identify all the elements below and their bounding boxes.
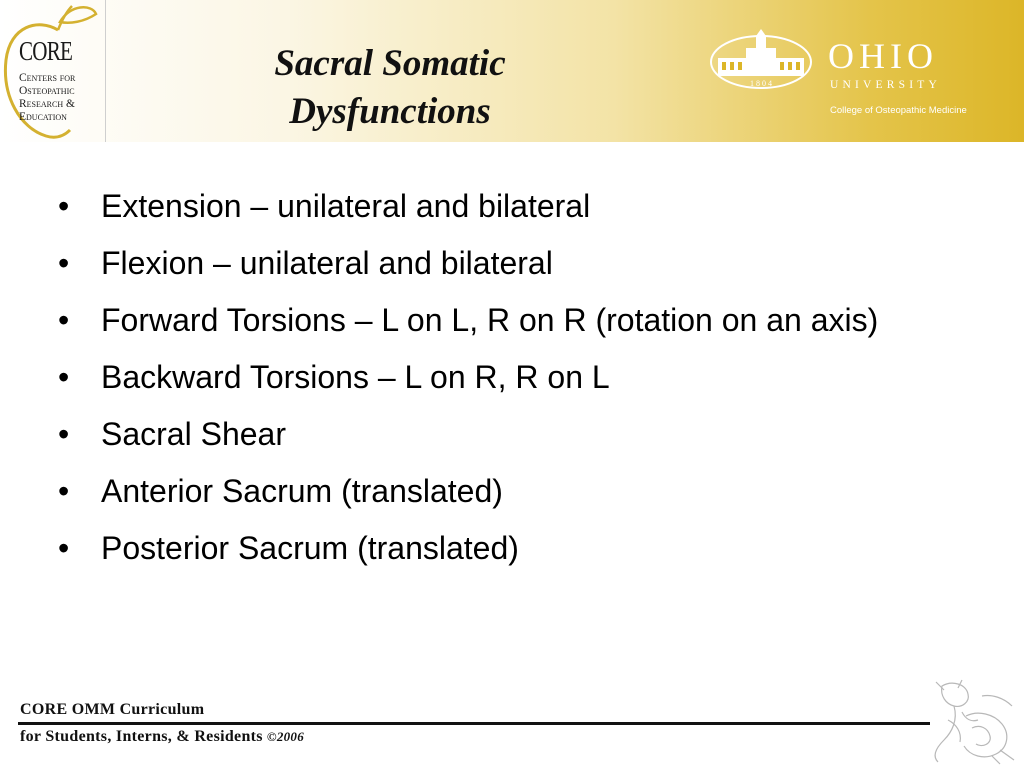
- slide-title-line-1: Sacral Somatic: [274, 43, 506, 84]
- university-seal-icon: [708, 28, 814, 90]
- bullet-text: Extension – unilateral and bilateral: [101, 188, 591, 224]
- ohio-college: College of Osteopathic Medicine: [830, 105, 967, 116]
- seal-year: 1 8 0 4: [750, 79, 772, 88]
- bullet-dot: •: [58, 359, 70, 395]
- footer-divider: [18, 722, 930, 725]
- core-acronym: CORE: [19, 36, 73, 66]
- bullet-dot: •: [58, 416, 70, 452]
- slide-title: [190, 40, 590, 136]
- bullet-text: Forward Torsions – L on L, R on R (rotation on an axis): [101, 302, 879, 338]
- bullet-text: Posterior Sacrum (translated): [101, 530, 519, 566]
- footer-audience-text: for Students, Interns, & Residents: [20, 728, 263, 745]
- list-item: [58, 414, 958, 454]
- bullet-dot: •: [58, 530, 70, 566]
- slide-title-line-2: Dysfunctions: [289, 91, 491, 132]
- bullet-dot: •: [58, 302, 70, 338]
- footer-copyright: ©2006: [266, 729, 305, 744]
- footer-audience: [20, 728, 304, 746]
- list-item: [58, 357, 958, 397]
- list-item: [58, 243, 958, 283]
- bullet-text: Sacral Shear: [101, 416, 286, 452]
- core-line-4: Education: [19, 111, 67, 123]
- bullet-dot: •: [58, 473, 70, 509]
- list-item: [58, 186, 958, 226]
- bullet-text: Anterior Sacrum (translated): [101, 473, 503, 509]
- ohio-name: OHIO: [828, 36, 938, 76]
- core-logo: [0, 0, 104, 142]
- bullet-text: Backward Torsions – L on R, R on L: [101, 359, 610, 395]
- core-line-1: Centers for: [19, 72, 76, 84]
- footer-curriculum: CORE OMM Curriculum: [20, 701, 205, 718]
- core-line-3: Research &: [19, 98, 75, 110]
- bullet-dot: •: [58, 245, 70, 281]
- logo-divider: [105, 0, 106, 142]
- slide-header: [0, 0, 1024, 142]
- core-line-2: Osteopathic: [19, 85, 75, 97]
- skeleton-sketch-icon: [922, 676, 1022, 766]
- bullet-text: Flexion – unilateral and bilateral: [101, 245, 553, 281]
- list-item: [58, 300, 958, 340]
- list-item: [58, 471, 958, 511]
- bullet-dot: •: [58, 188, 70, 224]
- ohio-subtitle: UNIVERSITY: [830, 79, 941, 91]
- list-item: [58, 528, 958, 568]
- bullet-list: [58, 186, 958, 585]
